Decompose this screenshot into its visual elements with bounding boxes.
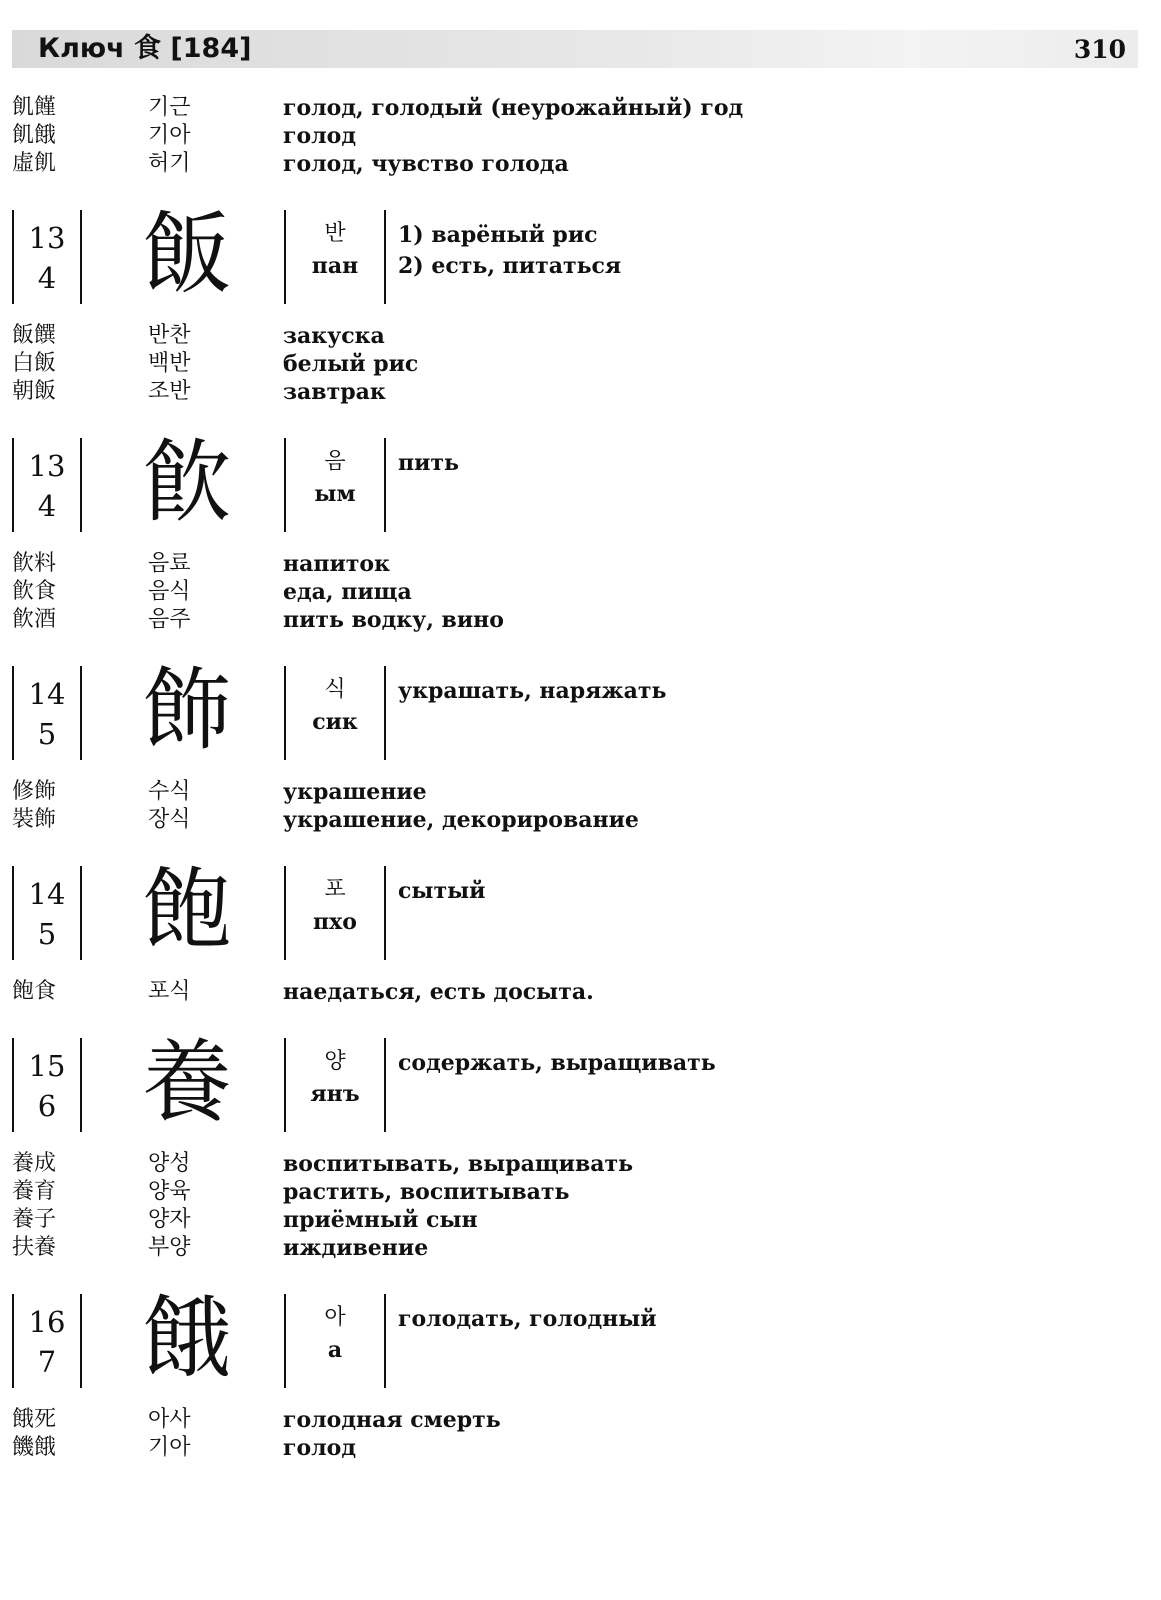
reading-box [284,1038,386,1132]
character-entry [0,1286,1161,1391]
word-translation: приёмный сын [283,1207,478,1233]
character-entry [0,430,1161,535]
stroke-count-box [12,1038,82,1132]
word-korean: 아사 [148,1407,191,1432]
word-row [0,978,1161,1006]
word-hanja: 飮料 [12,551,57,576]
meaning-line: содержать, выращивать [398,1050,716,1076]
word-korean: 부양 [148,1235,191,1260]
stroke-count-box [12,666,82,760]
meaning-text [398,1048,716,1079]
stroke-extra: 5 [37,717,57,751]
word-translation: завтрак [283,379,386,405]
reading-box [284,1294,386,1388]
reading-korean: 식 [324,677,346,702]
word-korean: 장식 [148,807,191,832]
word-hanja: 朝飯 [12,379,57,404]
word-korean: 포식 [148,979,191,1004]
meaning-line: пить [398,450,459,476]
word-row [0,150,1161,178]
stroke-extra: 5 [37,917,57,951]
word-row [0,1178,1161,1206]
word-korean: 반찬 [148,323,191,348]
word-translation: напиток [283,551,390,577]
meaning-text [398,1304,657,1335]
reading-box [284,866,386,960]
word-hanja: 飮酒 [12,607,57,632]
word-korean: 음식 [148,579,191,604]
page-number: 310 [1073,35,1126,64]
word-korean: 양자 [148,1207,191,1232]
word-hanja: 修飾 [12,779,57,804]
stroke-extra: 4 [37,261,57,295]
word-korean: 음료 [148,551,191,576]
word-translation: иждивение [283,1235,429,1261]
stroke-total: 16 [28,1305,66,1339]
word-translation: голод [283,123,357,149]
word-hanja: 養育 [12,1179,57,1204]
reading-russian: пан [311,253,359,279]
word-translation: украшение, декорирование [283,807,639,833]
reading-korean: 반 [324,221,346,246]
word-hanja: 扶養 [12,1235,57,1260]
word-korean: 양육 [148,1179,191,1204]
stroke-extra: 4 [37,489,57,523]
reading-korean: 음 [324,449,346,474]
reading-box [284,210,386,304]
word-hanja: 飢饉 [12,95,57,120]
word-row [0,322,1161,350]
word-hanja: 飯饌 [12,323,57,348]
reading-korean: 포 [324,877,346,902]
word-row [0,778,1161,806]
word-translation: еда, пища [283,579,412,605]
word-row [0,350,1161,378]
word-row [0,578,1161,606]
word-hanja: 飽食 [12,979,57,1004]
meaning-text [398,220,621,282]
page-header [12,30,1138,68]
word-hanja: 餓死 [12,1407,57,1432]
word-row [0,1234,1161,1262]
word-translation: воспитывать, выращивать [283,1151,634,1177]
word-korean: 조반 [148,379,191,404]
meaning-line: сытый [398,878,486,904]
headword-character: 飮 [142,430,232,535]
stroke-extra: 7 [37,1345,57,1379]
character-entry [0,658,1161,763]
word-translation: голод, голодый (неурожайный) год [283,95,744,121]
reading-korean: 양 [324,1049,346,1074]
stroke-count-box [12,866,82,960]
word-translation: наедаться, есть досыта. [283,979,594,1005]
reading-korean: 아 [324,1305,346,1330]
reading-russian: сик [312,709,358,735]
word-translation: пить водку, вино [283,607,504,633]
word-hanja: 飢餓 [12,123,57,148]
word-row [0,1406,1161,1434]
word-translation: голод [283,1435,357,1461]
word-korean: 기아 [148,123,191,148]
stroke-total: 14 [28,877,66,911]
word-hanja: 饑餓 [12,1435,57,1460]
word-row [0,806,1161,834]
stroke-total: 14 [28,677,66,711]
word-translation: закуска [283,323,385,349]
meaning-text [398,876,485,907]
headword-character: 飾 [142,658,232,763]
word-hanja: 養成 [12,1151,57,1176]
word-korean: 음주 [148,607,191,632]
word-row [0,122,1161,150]
meaning-text [398,676,666,707]
stroke-count-box [12,210,82,304]
word-row [0,1434,1161,1462]
word-translation: украшение [283,779,427,805]
word-row [0,1206,1161,1234]
radical-title: Ключ 食 [184] [38,33,252,64]
character-entry [0,1030,1161,1135]
word-translation: растить, воспитывать [283,1179,570,1205]
reading-russian: а [327,1337,343,1363]
stroke-count-box [12,1294,82,1388]
word-translation: голод, чувство голода [283,151,569,177]
word-korean: 양성 [148,1151,191,1176]
meaning-line: голодать, голодный [398,1306,657,1332]
meaning-line: 1) варёный рис [398,222,598,248]
headword-character: 餓 [142,1286,232,1391]
reading-russian: ым [314,481,356,507]
word-korean: 허기 [148,151,191,176]
headword-character: 飯 [142,202,232,307]
reading-russian: янъ [310,1081,360,1107]
word-row [0,1150,1161,1178]
meaning-line: украшать, наряжать [398,678,667,704]
word-row [0,378,1161,406]
word-hanja: 白飯 [12,351,57,376]
headword-character: 養 [142,1030,232,1135]
word-translation: белый рис [283,351,419,377]
meaning-text [398,448,459,479]
stroke-count-box [12,438,82,532]
word-hanja: 養子 [12,1207,57,1232]
meaning-line: 2) есть, питаться [398,253,622,279]
word-korean: 기아 [148,1435,191,1460]
stroke-extra: 6 [37,1089,57,1123]
word-hanja: 飮食 [12,579,57,604]
reading-box [284,438,386,532]
word-row [0,606,1161,634]
headword-character: 飽 [142,858,232,963]
stroke-total: 13 [28,221,66,255]
reading-russian: пхо [313,909,357,935]
word-row [0,94,1161,122]
word-korean: 수식 [148,779,191,804]
stroke-total: 13 [28,449,66,483]
word-row [0,550,1161,578]
word-hanja: 裝飾 [12,807,57,832]
word-translation: голодная смерть [283,1407,501,1433]
word-korean: 백반 [148,351,191,376]
word-hanja: 虛飢 [12,151,57,176]
word-korean: 기근 [148,95,191,120]
reading-box [284,666,386,760]
character-entry [0,858,1161,963]
character-entry [0,202,1161,307]
stroke-total: 15 [28,1049,66,1083]
